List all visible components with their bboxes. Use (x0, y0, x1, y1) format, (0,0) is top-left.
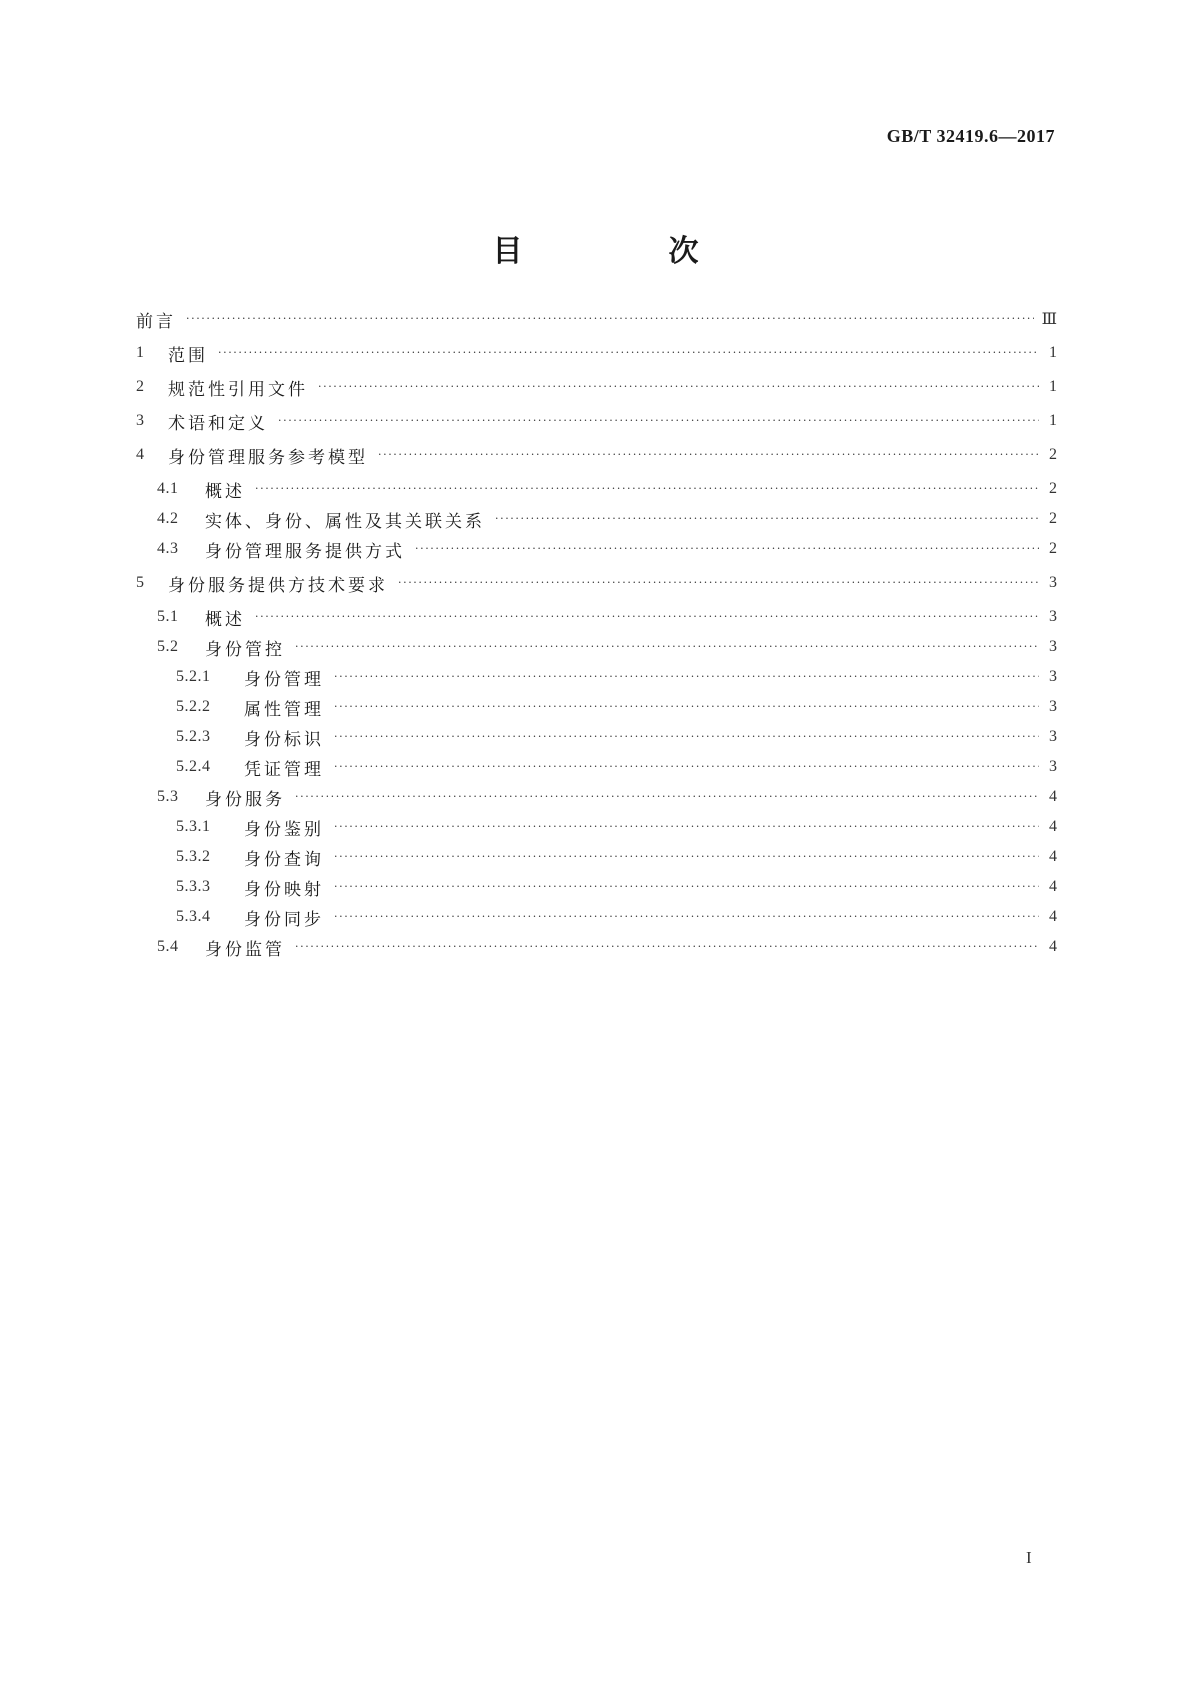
toc-leader-dots (495, 506, 1039, 532)
toc-entry[interactable] (157, 476, 1057, 502)
toc-entry-page: 3 (1049, 728, 1057, 745)
toc-entry-number: 5.2.2 (176, 698, 211, 715)
toc-entry-page: 1 (1049, 412, 1057, 429)
toc-leader-dots (334, 874, 1039, 900)
toc-entry[interactable] (176, 814, 1057, 840)
toc-entry[interactable] (157, 604, 1057, 630)
toc-leader-dots (334, 814, 1039, 840)
toc-entry[interactable] (136, 442, 1057, 468)
toc-entry-title: 属性管理 (244, 699, 324, 720)
toc-entry-page: 2 (1049, 480, 1057, 497)
toc-leader-dots (334, 844, 1039, 870)
toc-leader-dots (255, 604, 1039, 630)
toc-leader-dots (378, 442, 1039, 468)
toc-leader-dots (334, 904, 1039, 930)
page-number: I (1026, 1548, 1032, 1567)
toc-entry-number: 5 (136, 574, 145, 591)
toc-entry[interactable] (136, 570, 1057, 596)
toc-entry-page: 1 (1049, 378, 1057, 395)
toc-entry[interactable] (136, 306, 1057, 332)
toc-entry-title: 身份服务 (205, 789, 285, 810)
toc-entry-page: 4 (1049, 908, 1057, 925)
toc-entry-title: 前言 (136, 311, 176, 332)
toc-leader-dots (255, 476, 1039, 502)
toc-entry[interactable] (136, 340, 1057, 366)
toc-entry-title: 身份映射 (244, 879, 324, 900)
toc-entry-title: 身份鉴别 (244, 819, 324, 840)
toc-entry[interactable] (157, 784, 1057, 810)
toc-entry[interactable] (176, 664, 1057, 690)
toc-entry-title: 身份管理 (244, 669, 324, 690)
toc-entry-number: 5.2.4 (176, 758, 211, 775)
toc-entry[interactable] (157, 536, 1057, 562)
toc-entry-number: 3 (136, 412, 145, 429)
toc-entry-title: 凭证管理 (244, 759, 324, 780)
toc-leader-dots (295, 784, 1039, 810)
toc-entry-title: 身份监管 (205, 939, 285, 960)
toc-entry-number: 4.2 (157, 510, 179, 527)
toc-leader-dots (334, 754, 1039, 780)
toc-leader-dots (398, 570, 1039, 596)
toc-entry[interactable] (157, 934, 1057, 960)
toc-leader-dots (295, 934, 1039, 960)
toc-entry[interactable] (176, 694, 1057, 720)
toc-entry-title: 身份管理服务参考模型 (168, 447, 368, 468)
toc-entry-page: 3 (1049, 758, 1057, 775)
toc-entry-page: Ⅲ (1041, 311, 1057, 328)
toc-entry-number: 5.3.2 (176, 848, 211, 865)
toc-entry-number: 5.2.3 (176, 728, 211, 745)
toc-entry-title: 身份管控 (205, 639, 285, 660)
toc-leader-dots (278, 408, 1039, 434)
toc-entry[interactable] (176, 904, 1057, 930)
toc-entry[interactable] (157, 506, 1057, 532)
toc-entry-page: 4 (1049, 788, 1057, 805)
toc-entry-title: 身份同步 (244, 909, 324, 930)
toc-entry-page: 3 (1049, 574, 1057, 591)
toc-entry[interactable] (157, 634, 1057, 660)
toc-leader-dots (415, 536, 1039, 562)
toc-title: 目 次 (492, 234, 757, 269)
toc-entry-number: 5.3.4 (176, 908, 211, 925)
toc-entry-page: 4 (1049, 848, 1057, 865)
toc-entry-page: 3 (1049, 668, 1057, 685)
toc-leader-dots (334, 694, 1039, 720)
toc-entry[interactable] (176, 724, 1057, 750)
toc-entry-page: 1 (1049, 344, 1057, 361)
toc-entry-page: 2 (1049, 446, 1057, 463)
toc-entry-number: 5.1 (157, 608, 179, 625)
toc-entry-title: 规范性引用文件 (168, 379, 308, 400)
toc-entry-number: 5.3 (157, 788, 179, 805)
standard-number: GB/T 32419.6—2017 (886, 126, 1055, 146)
toc-entry-title: 身份管理服务提供方式 (205, 541, 405, 562)
toc-entry-number: 5.3.3 (176, 878, 211, 895)
toc-entry-title: 身份查询 (244, 849, 324, 870)
toc-entry-title: 术语和定义 (168, 413, 268, 434)
toc-entry-page: 3 (1049, 638, 1057, 655)
toc-entry-page: 4 (1049, 818, 1057, 835)
toc-entry[interactable] (176, 754, 1057, 780)
toc-entry-number: 1 (136, 344, 145, 361)
toc-entry-title: 实体、身份、属性及其关联关系 (205, 511, 485, 532)
toc-leader-dots (218, 340, 1039, 366)
toc-leader-dots (318, 374, 1039, 400)
toc-entry[interactable] (176, 874, 1057, 900)
toc-leader-dots (186, 306, 1034, 332)
toc-entry-page: 2 (1049, 510, 1057, 527)
toc-entry-number: 4.3 (157, 540, 179, 557)
toc-entry-number: 5.2.1 (176, 668, 211, 685)
toc-leader-dots (334, 664, 1039, 690)
toc-leader-dots (295, 634, 1039, 660)
toc-entry-page: 3 (1049, 608, 1057, 625)
toc-entry-number: 2 (136, 378, 145, 395)
toc-entry-number: 4.1 (157, 480, 179, 497)
toc-entry-title: 身份标识 (244, 729, 324, 750)
toc-entry-number: 5.3.1 (176, 818, 211, 835)
toc-entry-number: 5.2 (157, 638, 179, 655)
toc-entry-page: 3 (1049, 698, 1057, 715)
toc-entry-page: 2 (1049, 540, 1057, 557)
toc-entry-title: 范围 (168, 345, 208, 366)
toc-entry-title: 概述 (205, 609, 245, 630)
toc-leader-dots (334, 724, 1039, 750)
toc-entry[interactable] (176, 844, 1057, 870)
toc-entry[interactable] (136, 408, 1057, 434)
toc-entry-number: 4 (136, 446, 145, 463)
toc-entry-number: 5.4 (157, 938, 179, 955)
toc-entry-page: 4 (1049, 878, 1057, 895)
toc-entry[interactable] (136, 374, 1057, 400)
toc-entry-title: 身份服务提供方技术要求 (168, 575, 388, 596)
toc-entry-title: 概述 (205, 481, 245, 502)
toc-entry-page: 4 (1049, 938, 1057, 955)
